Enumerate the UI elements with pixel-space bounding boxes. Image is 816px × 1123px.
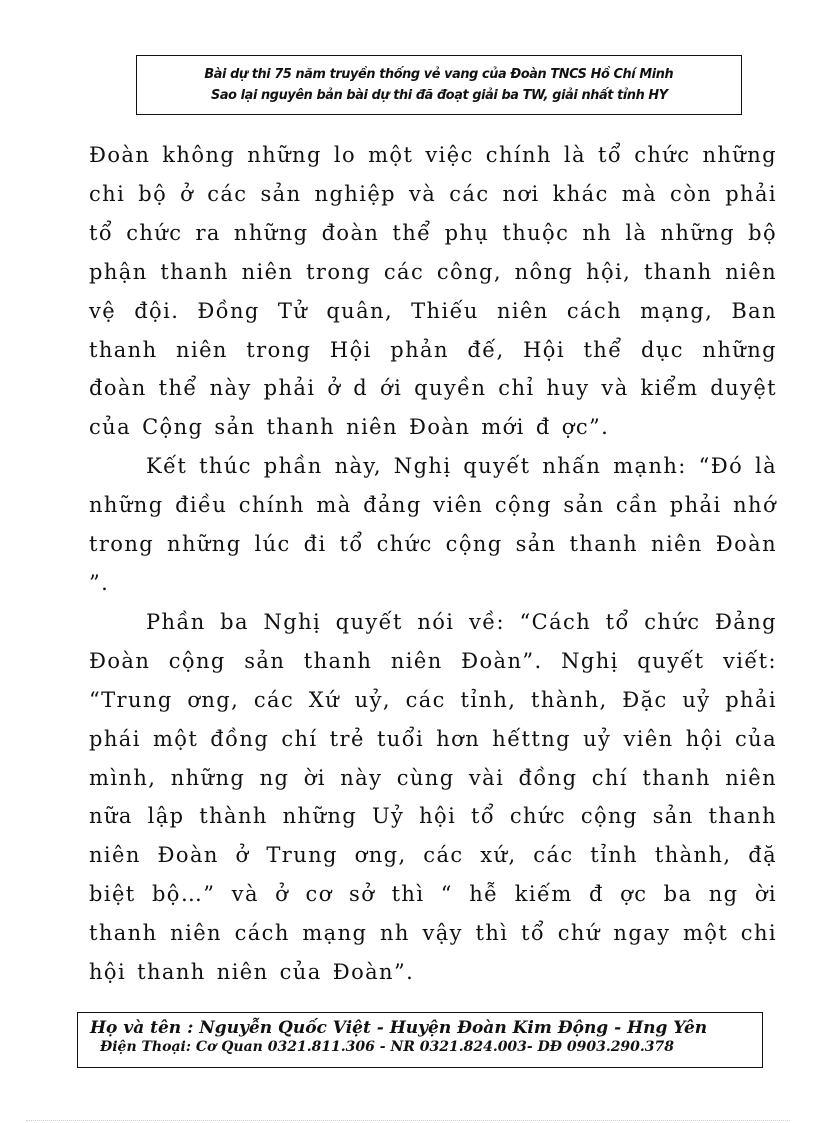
paragraph-3: Phần ba Nghị quyết nói về: “Cách tổ chức Đảng Đoàn cộng sản thanh niên Đoàn”. Nghị quyết viết: “Trung ơng, các Xứ uỷ, các tỉnh, thành, Đặc uỷ phải phái một đồng chí trẻ tuổi hơn hếttng uỷ viên hội của mình, những ng ời này cùng vài đồng chí thanh niên nữa lập thành những Uỷ hội tổ chức cộng sản thanh niên Đoàn ở Trung ơng, các xứ, các tỉnh thành, đặ biệt bộ…” và ở cơ sở thì “ hễ kiếm đ ợc ba ng ời thanh niên cách mạng nh vậy thì tổ chứ ngay một chi hội thanh niên của Đoàn”. xyxy=(89,609,777,985)
author-line: Họ và tên : Nguyễn Quốc Việt - Huyện Đoàn Kim Động - Hng Yên xyxy=(90,1018,708,1038)
paragraph-1: Đoàn không những lo một việc chính là tổ chức những chi bộ ở các sản nghiệp và các nơi khác mà còn phải tổ chức ra những đoàn thể phụ thuộc nh là những bộ phận thanh niên trong các công, nông hội, thanh niên vệ đội. Đồng Tử quân, Thiếu niên cách mạng, Ban thanh niên trong Hội phản đế, Hội thể dục những đoàn thể này phải ở d ới quyền chỉ huy và kiểm duyệt của Cộng sản thanh niên Đoàn mới đ ợc”. xyxy=(89,143,777,440)
body-text xyxy=(89,136,777,992)
header-line-1: Bài dự thi 75 năm truyền thống vẻ vang của Đoàn TNCS Hồ Chí Minh xyxy=(204,66,674,82)
phone-line: Điện Thoại: Cơ Quan 0321.811.306 - NR 0321.824.003- DĐ 0903.290.378 xyxy=(100,1039,675,1055)
footer-box xyxy=(77,1012,763,1068)
header-line-2: Sao lại nguyên bản bài dự thi đã đoạt giải ba TW, giải nhất tỉnh HY xyxy=(210,87,668,103)
paragraph-2: Kết thúc phần này, Nghị quyết nhấn mạnh: “Đó là những điều chính mà đảng viên cộng sản cần phải nhớ trong những lúc đi tổ chức cộng sản thanh niên Đoàn ”. xyxy=(89,454,777,595)
header-box xyxy=(136,55,742,115)
page-bottom-divider xyxy=(26,1120,790,1121)
